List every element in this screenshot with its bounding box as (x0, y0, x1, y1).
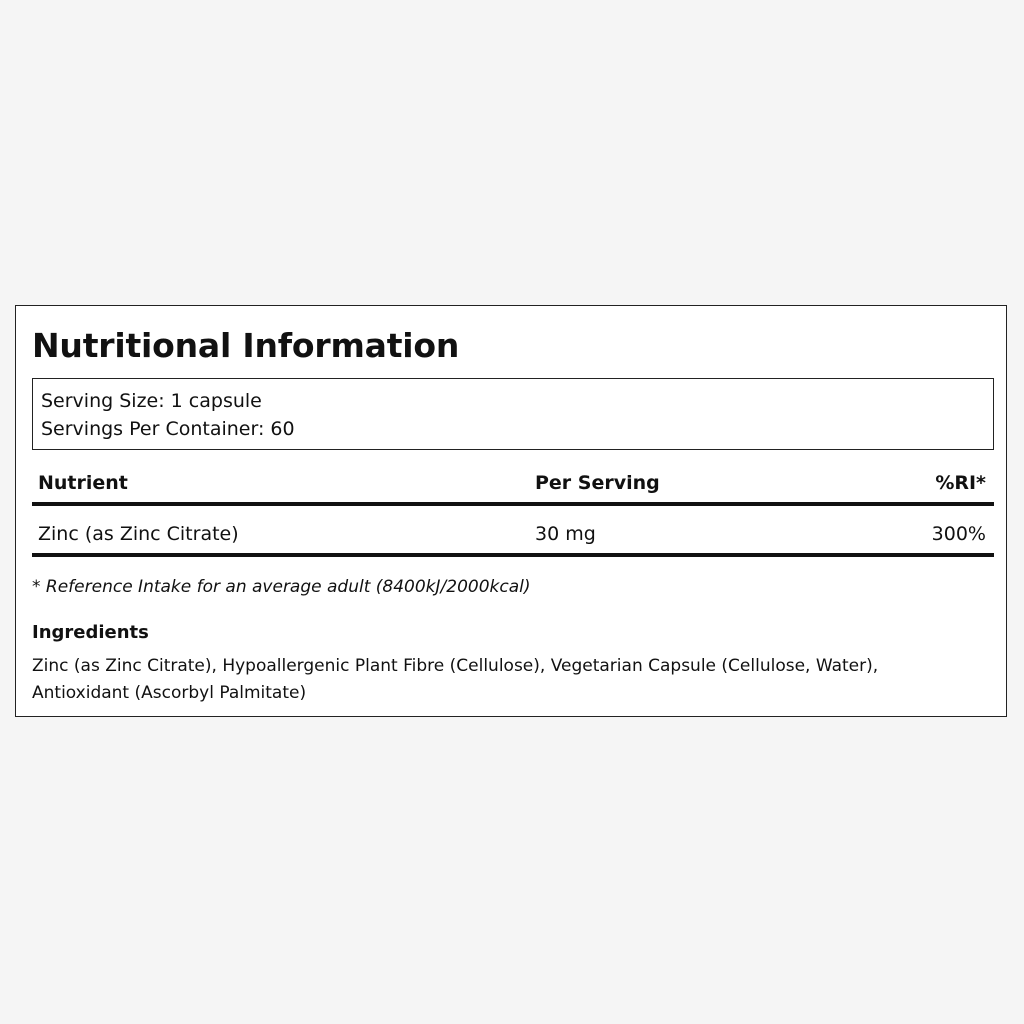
servings-per-container: Servings Per Container: 60 (41, 418, 295, 440)
ingredients-heading: Ingredients (32, 622, 149, 643)
ri-footnote: * Reference Intake for an average adult (8400kJ/2000kcal) (32, 577, 531, 597)
serving-size: Serving Size: 1 capsule (41, 390, 262, 412)
row-per-serving: 30 mg (535, 523, 596, 545)
serving-info-box (32, 378, 994, 450)
row-ri: 300% (931, 523, 986, 545)
ingredients-text: Zinc (as Zinc Citrate), Hypoallergenic Plant Fibre (Cellulose), Vegetarian Capsule (Cellulose, Water), Antioxidant (Ascorbyl Palmitate) (32, 656, 879, 703)
row-nutrient: Zinc (as Zinc Citrate) (38, 523, 239, 545)
nutrition-panel (15, 305, 1007, 717)
header-divider (32, 502, 994, 506)
page-title: Nutritional Information (32, 326, 460, 365)
header-ri: %RI* (935, 472, 986, 494)
header-per-serving: Per Serving (535, 472, 660, 494)
table-bottom-divider (32, 553, 994, 557)
header-nutrient: Nutrient (38, 472, 128, 494)
